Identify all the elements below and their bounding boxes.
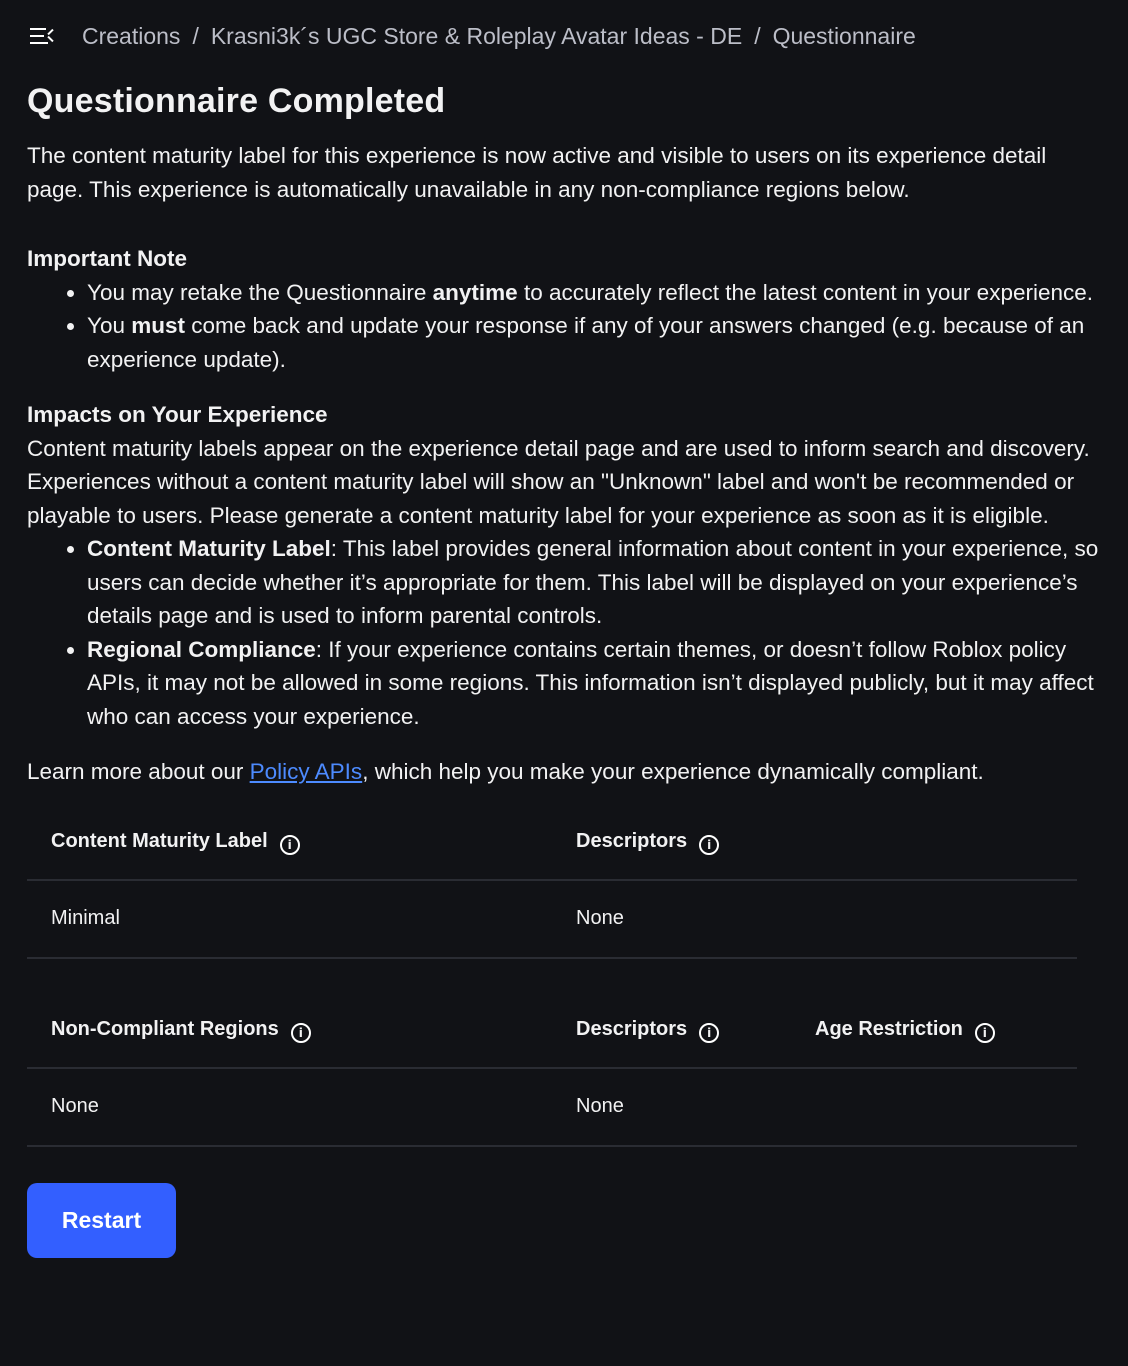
breadcrumb-separator: /	[754, 22, 761, 49]
collapse-menu-icon[interactable]	[30, 26, 54, 46]
impacts-heading: Impacts on Your Experience	[27, 402, 328, 427]
bold-text: must	[131, 313, 185, 338]
age-restriction-value	[791, 1068, 1077, 1146]
bold-text: Content Maturity Label	[87, 536, 331, 561]
info-icon[interactable]: i	[699, 835, 719, 855]
column-header: Age Restriction i	[791, 995, 1077, 1068]
intro-text: The content maturity label for this experience is now active and visible to users on its experience detail page. This experience is automatically unavailable in any non-compliance regions below.	[27, 143, 1047, 202]
info-icon[interactable]: i	[291, 1023, 311, 1043]
compliance-table	[27, 995, 1077, 1147]
text: Learn more about our	[27, 759, 250, 784]
column-header: Non-Compliant Regions i	[27, 995, 552, 1068]
bold-text: Regional Compliance	[87, 636, 316, 662]
important-list	[27, 276, 1101, 377]
page-title: Questionnaire Completed	[27, 82, 446, 120]
column-header: Descriptors i	[552, 995, 791, 1068]
text: You	[87, 313, 132, 338]
list-item	[87, 276, 1101, 310]
impacts-list	[27, 532, 1101, 733]
breadcrumb	[27, 0, 1101, 72]
text: come back and update your response if any of your answers changed (e.g. because of an experience update).	[87, 313, 1085, 372]
learn-more-text	[27, 755, 1101, 789]
restart-button[interactable]: Restart	[27, 1183, 176, 1258]
text: You may retake the Questionnaire	[87, 279, 433, 305]
text: , which help you make your experience dynamically compliant.	[362, 759, 984, 784]
breadcrumb-separator: /	[192, 22, 199, 49]
descriptors-value: None	[552, 1068, 791, 1146]
table-row	[27, 1068, 1077, 1146]
text: to accurately reflect the latest content in your experience.	[517, 279, 1093, 305]
important-note-heading: Important Note	[27, 246, 187, 271]
breadcrumb-current: Questionnaire	[772, 22, 916, 49]
text: : This label provides general information about content in your experience, so users can decide whether it’s appropriate for them. This label will be displayed on your experience’s details page and is used to inform parental controls.	[87, 536, 1099, 628]
column-header: Content Maturity Label i	[27, 807, 552, 880]
breadcrumb-creations[interactable]: Creations	[82, 22, 181, 49]
maturity-label-value: Minimal	[27, 880, 552, 958]
text: : If your experience contains certain themes, or doesn’t follow Roblox policy APIs, it may not be allowed in some regions. This information isn’t displayed publicly, but it may affect who can access your experience.	[87, 636, 1094, 729]
table-row	[27, 880, 1077, 958]
list-item	[87, 633, 1101, 734]
breadcrumb-experience[interactable]: Krasni3k´s UGC Store & Roleplay Avatar Ideas - DE	[210, 22, 743, 49]
bold-text: anytime	[432, 279, 518, 305]
policy-apis-link[interactable]: Policy APIs	[249, 759, 363, 784]
regions-value: None	[27, 1068, 552, 1146]
maturity-table	[27, 807, 1077, 959]
column-header: Descriptors i	[552, 807, 1077, 880]
list-item	[87, 532, 1101, 633]
info-icon[interactable]: i	[975, 1023, 995, 1043]
impacts-text: Content maturity labels appear on the experience detail page and are used to inform search and discovery. Experiences without a content maturity label will show an "Unknown" label and won't be recommended or playable to users. Please generate a content maturity label for your experience as soon as it is eligible.	[27, 435, 1090, 528]
info-icon[interactable]: i	[280, 835, 300, 855]
info-icon[interactable]: i	[699, 1023, 719, 1043]
descriptors-value: None	[552, 880, 1077, 958]
list-item	[87, 309, 1101, 376]
